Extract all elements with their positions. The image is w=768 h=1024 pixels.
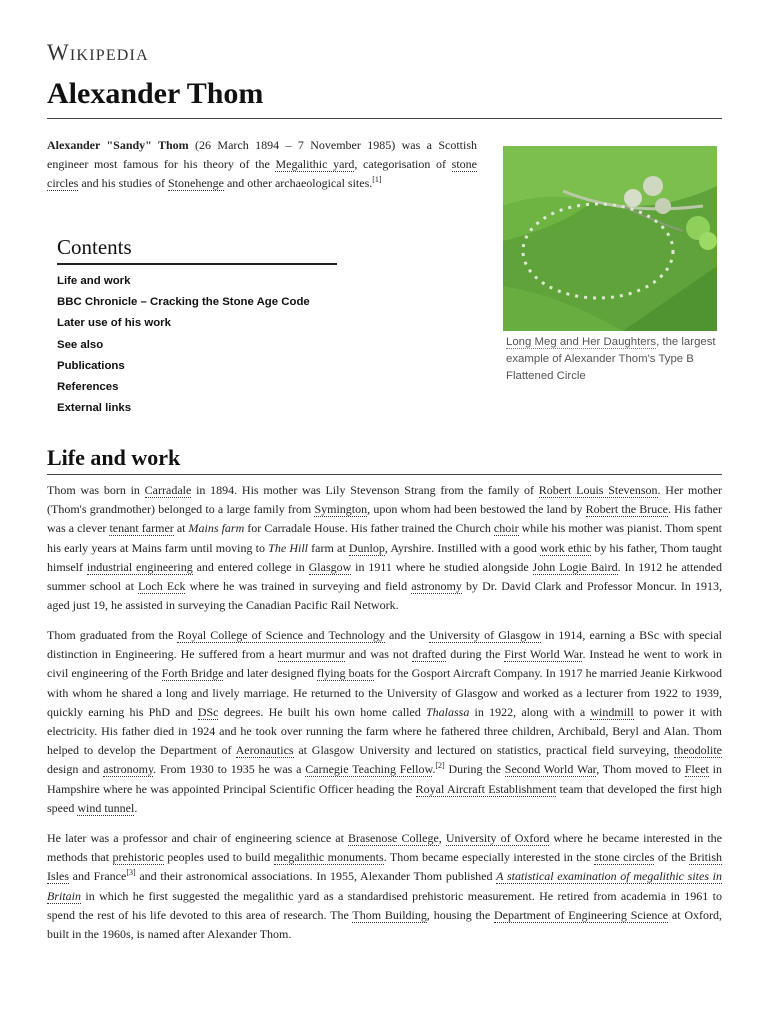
link[interactable]: heart murmur bbox=[278, 647, 345, 662]
wikipedia-wordmark[interactable]: Wikipedia bbox=[47, 40, 149, 65]
text: (26 March 1894 – 7 November 1985) was a Scottish engineer most famous for his theory of the bbox=[47, 138, 477, 172]
link[interactable]: windmill bbox=[590, 704, 634, 719]
text: and France bbox=[69, 869, 127, 884]
link[interactable]: flying boats bbox=[316, 666, 374, 681]
text: in 1922, along with a bbox=[469, 704, 591, 719]
text: at bbox=[173, 521, 189, 536]
text: while his mother was pianist. Thom spent his early years at Mains farm until moving to bbox=[47, 521, 722, 555]
link[interactable]: Forth Bridge bbox=[161, 666, 224, 681]
text: . From 1930 to 1935 he was a bbox=[153, 762, 306, 777]
text: in 1911 where he studied alongside bbox=[351, 559, 533, 574]
text: During the bbox=[444, 762, 505, 777]
link[interactable]: Robert the Bruce bbox=[585, 502, 668, 517]
text: peoples used to build bbox=[163, 850, 274, 865]
link[interactable]: choir bbox=[493, 521, 519, 536]
text: and their astronomical associations. In 1955, Alexander Thom published bbox=[135, 869, 497, 884]
link[interactable]: prehistoric bbox=[112, 850, 164, 865]
text: and was not bbox=[344, 647, 413, 662]
link[interactable]: industrial engineering bbox=[86, 559, 193, 574]
toc-item-later-use[interactable]: Later use of his work bbox=[57, 317, 171, 330]
stone-circle-photo[interactable] bbox=[503, 146, 717, 331]
reference-2[interactable]: [2] bbox=[435, 761, 445, 771]
subject-name: Alexander "Sandy" Thom bbox=[47, 138, 189, 152]
link[interactable]: astronomy bbox=[103, 762, 154, 777]
toc-list bbox=[57, 271, 337, 419]
link[interactable]: Department of Engineering Science bbox=[494, 907, 669, 922]
text: where he was trained in surveying and field bbox=[185, 579, 412, 594]
section-heading-life-and-work: Life and work bbox=[47, 443, 722, 475]
text: and other archaeological sites. bbox=[223, 176, 373, 191]
text: at Glasgow University and lectured on statistics, practical field surveying, bbox=[293, 743, 674, 758]
toc-item-see-also[interactable]: See also bbox=[57, 338, 104, 351]
link[interactable]: University of Oxford bbox=[445, 831, 550, 845]
link[interactable]: Carradale bbox=[144, 483, 192, 497]
table-of-contents bbox=[57, 233, 337, 419]
text: , housing the bbox=[426, 907, 494, 922]
text: for Carradale House. His father trained the Church bbox=[244, 521, 494, 536]
text: in 1894. His mother was Lily Stevenson Strang from the family of bbox=[191, 483, 539, 497]
text: . Thom became especially interested in the bbox=[383, 850, 595, 865]
reference-3[interactable]: [3] bbox=[126, 868, 136, 878]
link-stonehenge[interactable]: Stonehenge bbox=[167, 176, 224, 191]
link[interactable]: British Isles bbox=[47, 850, 723, 884]
link[interactable]: Glasgow bbox=[308, 559, 352, 574]
text: to power it with electricity. His father died in 1924 and he took over running the farm where he fathered three children, Archibald, Beryl and Alan. Thom helped to develop the Department of bbox=[47, 704, 722, 758]
paragraph-1 bbox=[47, 481, 722, 615]
link[interactable]: Brasenose College bbox=[348, 831, 439, 845]
text: . bbox=[432, 762, 436, 777]
toc-title: Contents bbox=[57, 233, 337, 265]
link[interactable]: Aeronautics bbox=[235, 743, 294, 758]
link[interactable]: Fleet bbox=[684, 762, 709, 777]
intro-paragraph bbox=[47, 136, 477, 194]
toc-item-references[interactable]: References bbox=[57, 381, 119, 394]
toc-item-bbc-chronicle[interactable]: BBC Chronicle – Cracking the Stone Age Code bbox=[57, 296, 310, 309]
italic-text: Mains farm bbox=[188, 521, 245, 536]
link[interactable]: Carnegie Teaching Fellow bbox=[305, 762, 433, 777]
text: and later designed bbox=[223, 666, 317, 681]
link[interactable]: Robert Louis Stevenson bbox=[538, 483, 658, 497]
link[interactable]: tenant farmer bbox=[109, 521, 174, 536]
link[interactable]: Dunlop bbox=[348, 540, 385, 555]
italic-link-text[interactable]: A statistical examination of megalithic sites in Britain bbox=[47, 869, 722, 903]
link[interactable]: First World War bbox=[504, 647, 583, 662]
text: , bbox=[438, 831, 446, 845]
link-stone-circles[interactable]: stone circles bbox=[47, 157, 477, 191]
italic-text: Thalassa bbox=[425, 704, 470, 719]
text: . Her mother (Thom's grandmother) belonged to a large family from bbox=[47, 483, 723, 517]
figure-caption bbox=[503, 334, 717, 385]
link[interactable]: work ethic bbox=[540, 540, 592, 555]
link[interactable]: DSc bbox=[197, 704, 219, 719]
text: by Dr. David Clark and Professor Moncur. In 1913, aged just 19, he assisted in surveying the Canadian Pacific Rail Network. bbox=[47, 579, 722, 613]
text: in Hampshire where he was appointed Principal Scientific Officer heading the bbox=[47, 762, 723, 796]
text: Thom graduated from the bbox=[47, 628, 178, 642]
link[interactable]: Thom Building bbox=[352, 907, 427, 922]
text: He later was a professor and chair of engineering science at bbox=[47, 831, 349, 845]
text: , Thom moved to bbox=[596, 762, 685, 777]
link[interactable]: theodolite bbox=[674, 743, 722, 758]
text: of the bbox=[654, 850, 690, 865]
link[interactable]: Loch Eck bbox=[138, 579, 186, 594]
link[interactable]: astronomy bbox=[411, 579, 462, 594]
text: , categorisation of bbox=[354, 157, 452, 172]
article-figure bbox=[503, 146, 717, 385]
link[interactable]: Royal Aircraft Establishment bbox=[415, 781, 557, 796]
text: farm at bbox=[308, 540, 349, 555]
text: Thom was born in bbox=[47, 483, 145, 497]
text: , upon whom had been bestowed the land by bbox=[367, 502, 586, 517]
paragraph-2 bbox=[47, 626, 722, 818]
text: . bbox=[134, 800, 138, 815]
text: and entered college in bbox=[192, 559, 309, 574]
link[interactable]: wind tunnel bbox=[77, 800, 135, 815]
text: for the Gosport Aircraft Company. In 1917 he married Jeanie Kirkwood with whom he shared a long and lively marriage. He returned to the University of Glasgow and worked as a lecturer from 1922 to 1939, quickly earning his PhD and bbox=[47, 666, 723, 719]
link[interactable]: drafted bbox=[412, 647, 447, 662]
text: and his studies of bbox=[78, 176, 168, 191]
link[interactable]: megalithic monuments bbox=[273, 850, 384, 865]
page-title: Alexander Thom bbox=[47, 74, 722, 119]
text: where he became interested in the methods that bbox=[47, 831, 722, 865]
toc-item-publications[interactable]: Publications bbox=[57, 359, 125, 372]
text: degrees. He built his own home called bbox=[218, 704, 426, 719]
text: during the bbox=[446, 647, 505, 662]
text: . In 1912 he attended summer school at bbox=[47, 559, 722, 594]
link[interactable]: John Logie Baird bbox=[532, 559, 618, 574]
toc-item-life-and-work[interactable]: Life and work bbox=[57, 275, 131, 287]
text: in which he first suggested the megalithic yard as a standardised prehistoric measurement. He retired from academia in 1961 to spend the rest of his life devoted to this area of research. The bbox=[47, 888, 722, 922]
text: . Instead he went to work in civil engineering of the bbox=[47, 647, 722, 681]
text: design and bbox=[47, 762, 104, 777]
link-megalithic-yard[interactable]: Megalithic yard bbox=[275, 157, 355, 172]
link[interactable]: Second World War bbox=[504, 762, 597, 777]
text: by his father, Thom taught himself bbox=[47, 540, 723, 574]
text: at Oxford, built in the 1960s, is named after Alexander Thom. bbox=[47, 907, 722, 942]
link[interactable]: Royal College of Science and Technology bbox=[177, 628, 385, 642]
toc-item-external-links[interactable]: External links bbox=[57, 402, 132, 415]
italic-text: The Hill bbox=[268, 540, 308, 555]
reference-1[interactable]: [1] bbox=[372, 175, 382, 185]
text: , the largest example of Alexander Thom's Type B Flattened Circle bbox=[506, 336, 716, 382]
text: . His father was a clever bbox=[47, 502, 722, 536]
text: in 1914, earning a BSc with special distinction in Engineering. He suffered from a bbox=[47, 628, 722, 662]
link[interactable]: stone circles bbox=[594, 850, 655, 865]
text: , Ayrshire. Instilled with a good bbox=[384, 540, 541, 555]
link[interactable]: Symington bbox=[314, 502, 368, 517]
link[interactable]: University of Glasgow bbox=[429, 628, 541, 642]
link-long-meg[interactable]: Long Meg and Her Daughters bbox=[506, 336, 657, 348]
paragraph-3 bbox=[47, 829, 722, 944]
text: team that developed the first high speed bbox=[47, 781, 723, 815]
text: and the bbox=[384, 628, 430, 642]
